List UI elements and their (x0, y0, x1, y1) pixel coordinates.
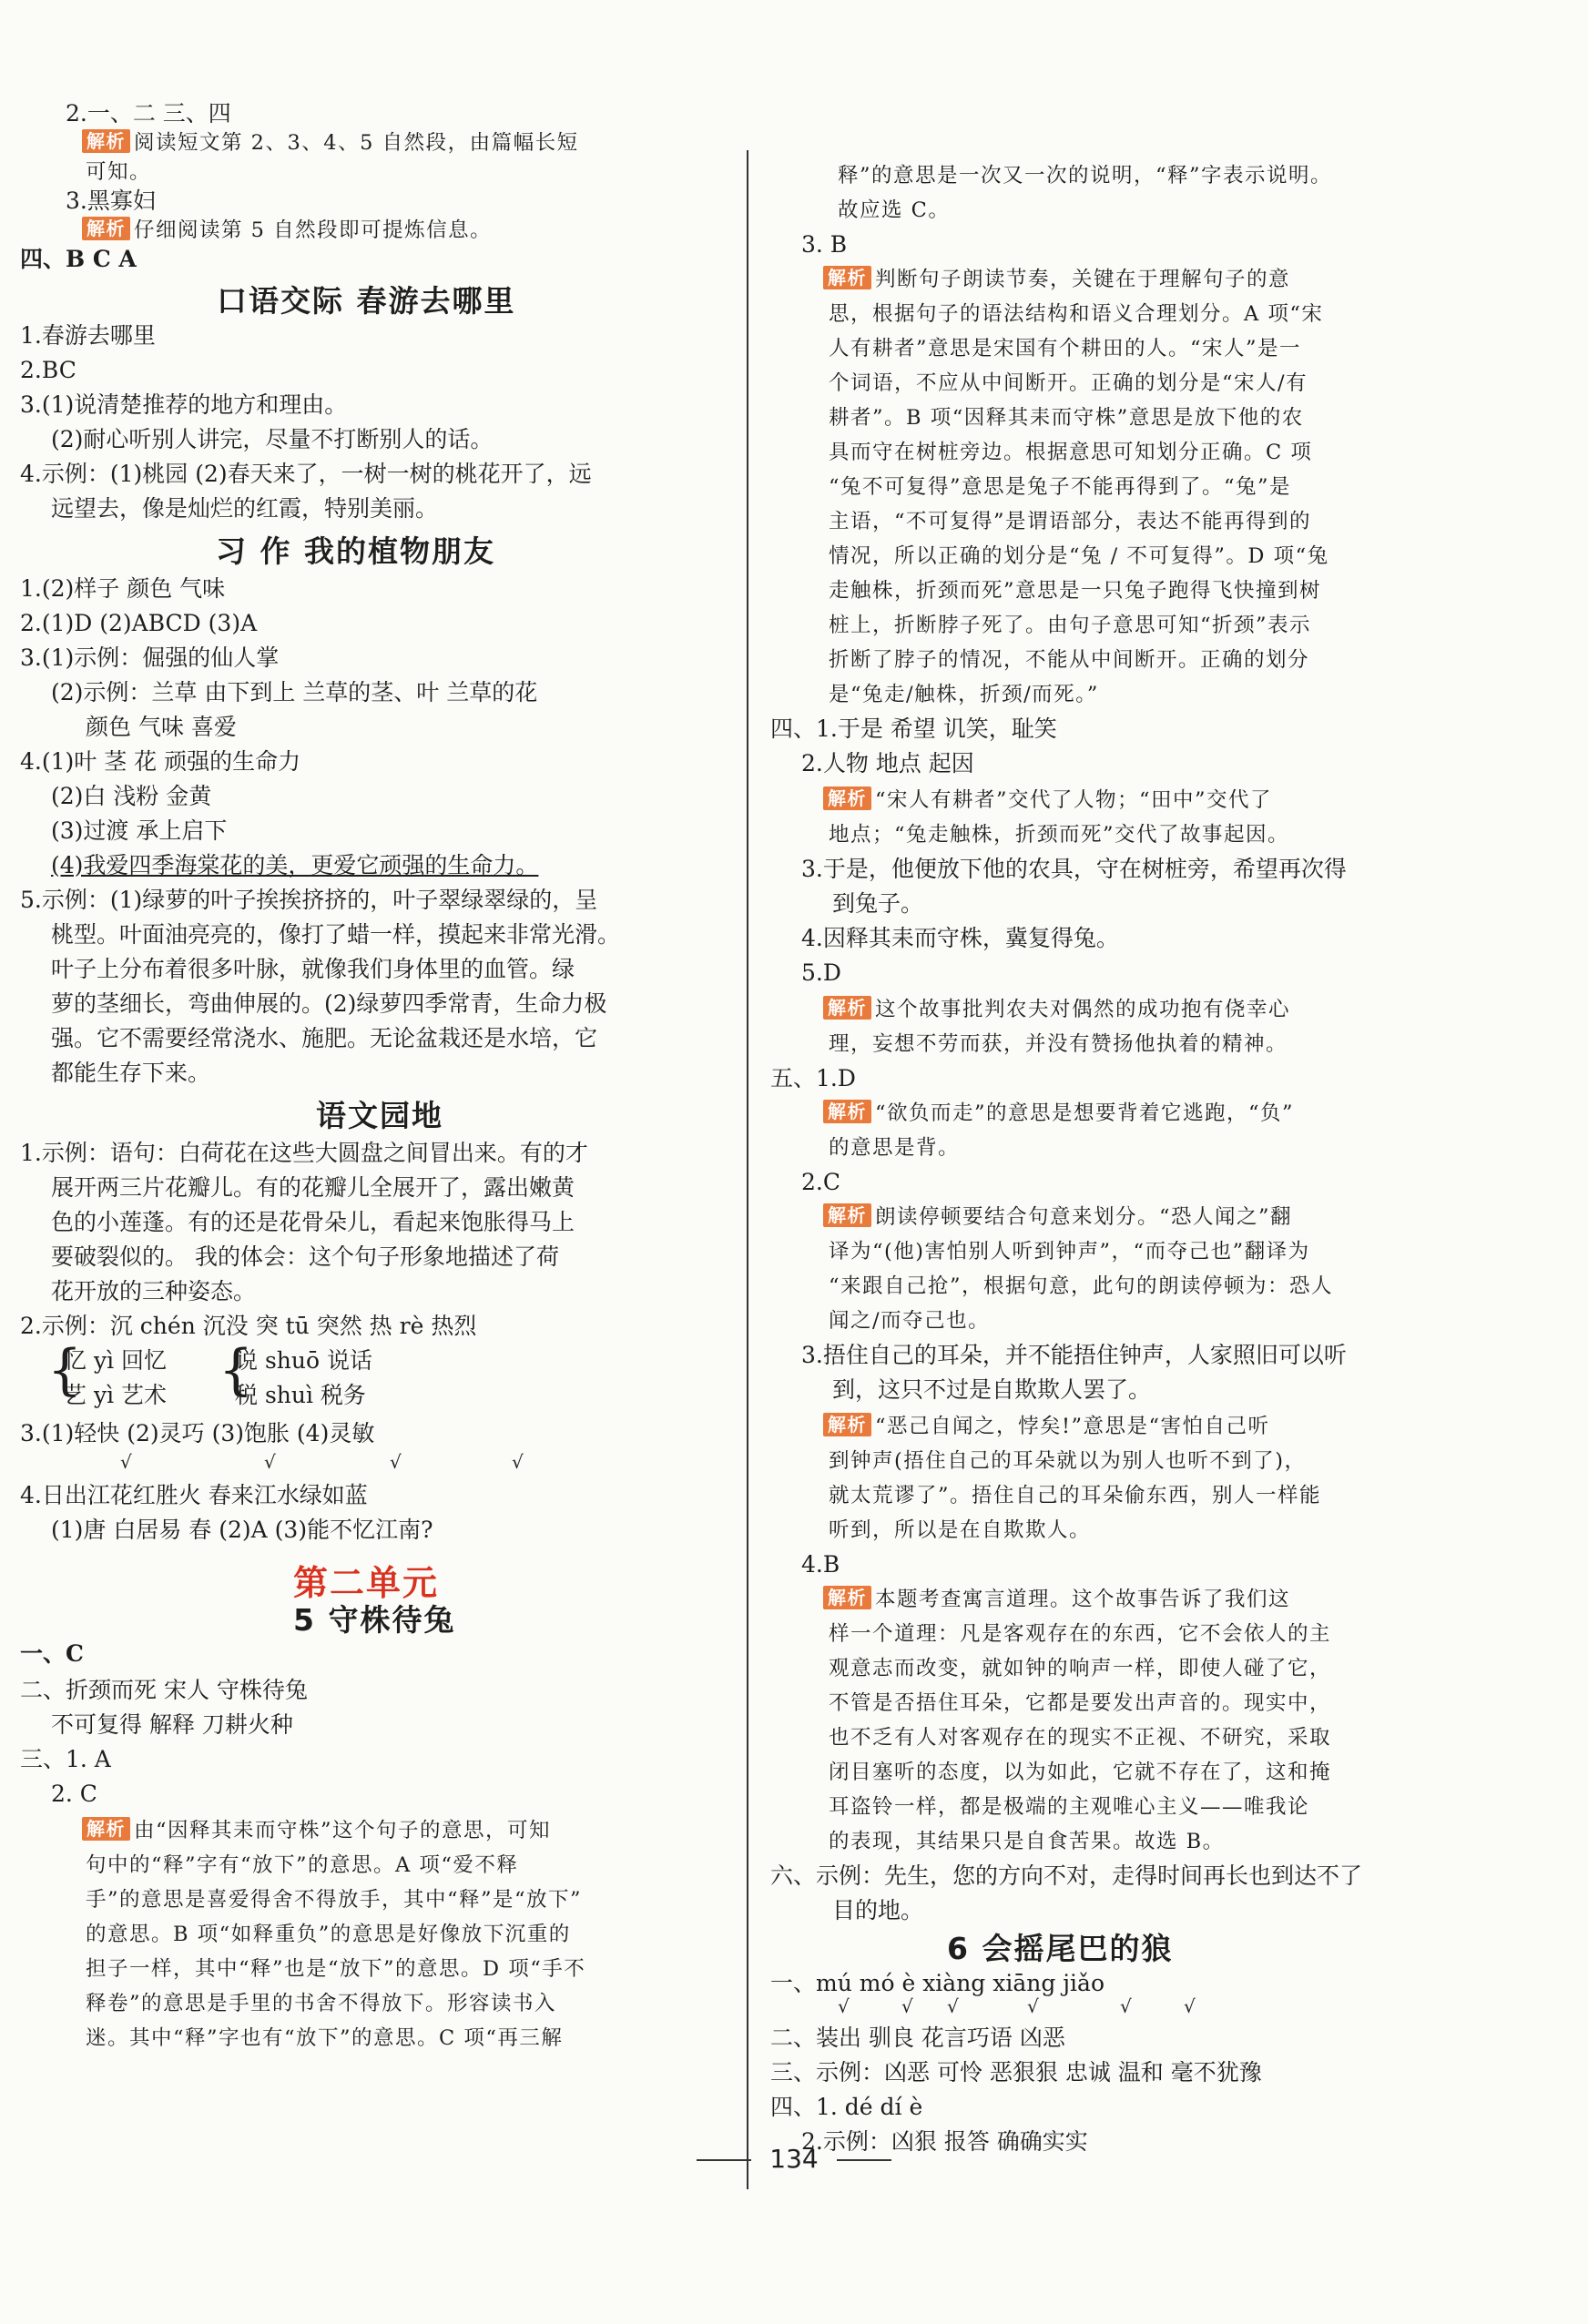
analysis-line: 解析 本题考查寓言道理。这个故事告诉了我们这 (823, 1584, 1290, 1615)
text-line: 句中的“释”字有“放下”的意思。A 项“爱不释 (86, 1853, 519, 1877)
analysis-line: 解析 “恶己自闻之，悖矣!”意思是“害怕自己听 (823, 1411, 1270, 1442)
text-line: 可知。 (86, 160, 152, 184)
text-line: (3)过渡 承上启下 (51, 817, 228, 844)
text-line: 闭目塞听的态度，以为如此，它就不存在了，这和掩 (829, 1761, 1332, 1784)
analysis-line: 解析 判断句子朗读节奏，关键在于理解句子的意 (823, 264, 1290, 295)
analysis-line: 解析 朗读停顿要结合句意来划分。“恐人闻之”翻 (823, 1202, 1292, 1233)
page-number-value: 134 (769, 2144, 819, 2174)
analysis-tag: 解析 (823, 996, 871, 1020)
text-line: 说 shuō 说话 (235, 1347, 372, 1374)
text-line: 手”的意思是喜爱得舍不得放手，其中“释”是“放下” (86, 1888, 583, 1912)
check-mark: √ (1184, 1995, 1196, 2017)
text-line: 三、示例：凶恶 可怜 恶狠狠 忠诚 温和 毫不犹豫 (770, 2059, 1262, 2086)
text-line: 二、折颈而死 宋人 守株待兔 (20, 1677, 308, 1703)
text-line: 忆 yì 回忆 (64, 1347, 168, 1374)
check-mark: √ (264, 1451, 276, 1473)
text-line: 到钟声(捂住自己的耳朵就以为别人也听不到了)， (829, 1449, 1307, 1473)
text-line: 3.黑寡妇 (66, 188, 156, 214)
lesson-title: 5 守株待兔 (293, 1602, 456, 1638)
text-line: 到兔子。 (832, 890, 924, 917)
text-line: 担子一样，其中“释”也是“放下”的意思。D 项“手不 (86, 1957, 586, 1981)
text-line: 到，这只不过是自欺欺人罢了。 (832, 1376, 1152, 1403)
column-divider (747, 150, 748, 2189)
section-heading: 口语交际 春游去哪里 (217, 283, 516, 319)
text-line: 2.(1)D (2)ABCD (3)A (20, 610, 258, 636)
text-line: 2.人物 地点 起因 (801, 750, 974, 776)
text-line: 听到，所以是在自欺欺人。 (829, 1518, 1092, 1542)
text-line: (2)白 浅粉 金黄 (51, 783, 212, 809)
text-line: 一、C (20, 1640, 84, 1667)
brace-icon: { (219, 1338, 254, 1402)
text-line: 3.捂住自己的耳朵，并不能捂住钟声，人家照旧可以听 (801, 1342, 1347, 1368)
text-line: 2.一、二 三、四 (66, 100, 231, 127)
text-line: 桩上，折断脖子死了。由句子意思可知“折颈”表示 (829, 614, 1312, 637)
text-line: 4.示例：(1)桃园 (2)春天来了，一树一树的桃花开了，远 (20, 461, 592, 487)
text-line: 桃型。叶面油亮亮的，像打了蜡一样，摸起来非常光滑。 (51, 921, 621, 948)
lesson-title: 6 会摇尾巴的狼 (947, 1931, 1174, 1966)
text-line: 人有耕者”意思是宋国有个耕田的人。“宋人”是一 (829, 337, 1302, 360)
check-mark: √ (512, 1451, 524, 1473)
text-line: 思，根据句子的语法结构和语义合理划分。A 项“宋 (829, 302, 1324, 326)
analysis-line: 解析 “宋人有耕者”交代了人物；“田中”交代了 (823, 785, 1272, 816)
text-line: 释卷”的意思是手里的书舍不得放下。形容读书入 (86, 1992, 557, 2015)
text-line: 地点；“兔走触株，折颈而死”交代了故事起因。 (829, 823, 1290, 847)
text-line: 1.春游去哪里 (20, 322, 156, 349)
text-line: 主语，“不可复得”是谓语部分，表达不能再得到的 (829, 510, 1312, 533)
analysis-tag: 解析 (82, 129, 130, 153)
analysis-line: 解析 阅读短文第 2、3、4、5 自然段，由篇幅长短 (82, 127, 579, 158)
analysis-tag: 解析 (82, 217, 130, 240)
check-mark: √ (947, 1995, 959, 2017)
text-line: 3.于是，他便放下他的农具，守在树桩旁，希望再次得 (801, 856, 1347, 882)
text-line: 样一个道理：凡是客观存在的东西，它不会依人的主 (829, 1622, 1332, 1646)
analysis-tag: 解析 (82, 1817, 130, 1841)
text-line: 4.B (801, 1551, 840, 1578)
unit-title: 第二单元 (293, 1563, 440, 1603)
analysis-tag: 解析 (823, 1586, 871, 1609)
text-line: 的表现，其结果只是自食苦果。故选 B。 (829, 1830, 1225, 1853)
page-number-dash (697, 2159, 751, 2161)
text-line: 的意思。B 项“如释重负”的意思是好像放下沉重的 (86, 1923, 571, 1946)
text-line: 迷。其中“释”字也有“放下”的意思。C 项“再三解 (86, 2026, 564, 2050)
text-line: 六、示例：先生，您的方向不对，走得时间再长也到达不了 (770, 1862, 1363, 1889)
text-line: 花开放的三种姿态。 (51, 1278, 257, 1304)
analysis-line: 解析 由“因释其耒而守株”这个句子的意思，可知 (82, 1815, 551, 1846)
text-line: 三、1. A (20, 1746, 111, 1772)
text-line: 要破裂似的。 我的体会：这个句子形象地描述了荷 (51, 1243, 559, 1270)
text-line: 具而守在树桩旁边。根据意思可知划分正确。C 项 (829, 441, 1313, 464)
analysis-line: 解析 这个故事批判农夫对偶然的成功抱有侥幸心 (823, 994, 1290, 1025)
text-line: 一、mú mó è xiàng xiāng jiǎo (770, 1970, 1105, 1996)
analysis-tag: 解析 (823, 1413, 871, 1436)
text-line: 4.(1)叶 茎 花 顽强的生命力 (20, 748, 301, 775)
text-line: 四、1. dé dí è (770, 2094, 923, 2120)
text-line: 2. C (51, 1781, 97, 1807)
text-line: 2.BC (20, 357, 76, 383)
analysis-tag: 解析 (823, 787, 871, 810)
text-line: 二、装出 驯良 花言巧语 凶恶 (770, 2025, 1065, 2051)
page-number-dash (837, 2159, 891, 2161)
text-line: 耳盗铃一样，都是极端的主观唯心主义——唯我论 (829, 1795, 1310, 1819)
text-line: 叶子上分布着很多叶脉，就像我们身体里的血管。绿 (51, 956, 575, 982)
text-line: 颜色 气味 喜爱 (86, 714, 237, 740)
text-line: 四、1.于是 希望 讥笑，耻笑 (770, 715, 1057, 742)
text-line: 远望去，像是灿烂的红霞，特别美丽。 (51, 495, 439, 522)
text-line: (4)我爱四季海棠花的美，更爱它顽强的生命力。 (51, 852, 539, 878)
text-line: 4.因释其耒而守株，冀复得兔。 (801, 925, 1119, 951)
text-line: “兔不可复得”意思是兔子不能再得到了。“兔”是 (829, 475, 1292, 499)
page-number (0, 2144, 1588, 2174)
text-line: “来跟自己抢”，根据句意，此句的朗读停顿为：恐人 (829, 1274, 1334, 1298)
text-line: 1.示例：语句：白荷花在这些大圆盘之间冒出来。有的才 (20, 1140, 588, 1166)
text-line: 的意思是背。 (829, 1136, 961, 1160)
text-line: 是“兔走/触株，折颈/而死。” (829, 683, 1099, 706)
analysis-line: 解析 “欲负而走”的意思是想要背着它逃跑，“负” (823, 1098, 1294, 1129)
brace-icon: { (47, 1338, 83, 1402)
text-line: 艺 yì 艺术 (64, 1382, 168, 1408)
text-line: 走触株，折颈而死”意思是一只兔子跑得飞快撞到树 (829, 579, 1322, 603)
text-line: 译为“(他)害怕别人听到钟声”，“而夺己也”翻译为 (829, 1240, 1310, 1263)
analysis-tag: 解析 (823, 1100, 871, 1123)
text-line: 不管是否捂住耳朵，它都是要发出声音的。现实中， (829, 1691, 1332, 1715)
check-mark: √ (1027, 1995, 1039, 2017)
text-line: 3.(1)轻快 (2)灵巧 (3)饱胀 (4)灵敏 (20, 1420, 375, 1446)
check-mark: √ (390, 1451, 402, 1473)
text-line: 四、B C A (20, 246, 137, 272)
text-line: 情况，所以正确的划分是“兔 / 不可复得”。D 项“兔 (829, 544, 1329, 568)
text-line: 个词语，不应从中间断开。正确的划分是“宋人/有 (829, 371, 1308, 395)
text-line: 4.日出江花红胜火 春来江水绿如蓝 (20, 1482, 368, 1508)
text-line: 萝的茎细长，弯曲伸展的。(2)绿萝四季常青，生命力极 (51, 990, 607, 1017)
analysis-tag: 解析 (823, 1203, 871, 1227)
check-mark: √ (1120, 1995, 1132, 2017)
text-line: 折断了脖子的情况，不能从中间断开。正确的划分 (829, 648, 1310, 672)
section-heading: 语文园地 (316, 1098, 443, 1133)
text-line: 3. B (801, 231, 848, 258)
text-line: 观意志而改变，就如钟的响声一样，即使人碰了它， (829, 1657, 1332, 1680)
text-line: (2)示例：兰草 由下到上 兰草的茎、叶 兰草的花 (51, 679, 538, 705)
text-line: 展开两三片花瓣儿。有的花瓣儿全展开了，露出嫩黄 (51, 1174, 575, 1201)
text-line: 故应选 C。 (838, 198, 951, 222)
text-line: 5.示例：(1)绿萝的叶子挨挨挤挤的，叶子翠绿翠绿的，呈 (20, 887, 598, 913)
text-line: 2.示例：凶狠 报答 确确实实 (801, 2128, 1088, 2155)
analysis-line: 解析 仔细阅读第 5 自然段即可提炼信息。 (82, 215, 492, 246)
check-mark: √ (120, 1451, 132, 1473)
text-line: 目的地。 (832, 1897, 924, 1923)
text-line: 也不乏有人对客观存在的现实不正视、不研究，采取 (829, 1726, 1332, 1750)
check-mark: √ (901, 1995, 913, 2017)
text-line: (2)耐心听别人讲完，尽量不打断别人的话。 (51, 426, 494, 452)
text-line: 税 shuì 税务 (235, 1382, 366, 1408)
text-line: 色的小莲蓬。有的还是花骨朵儿，看起来饱胀得马上 (51, 1209, 575, 1235)
text-line: 不可复得 解释 刀耕火种 (51, 1711, 293, 1738)
text-line: 3.(1)说清楚推荐的地方和理由。 (20, 391, 348, 418)
text-line: 强。它不需要经常浇水、施肥。无论盆栽还是水培，它 (51, 1025, 598, 1051)
text-line: 五、1.D (770, 1065, 856, 1091)
text-line: 2.C (801, 1169, 840, 1195)
section-heading: 习 作 我的植物朋友 (216, 533, 495, 569)
text-line: (1)唐 白居易 春 (2)A (3)能不忆江南? (51, 1517, 433, 1543)
text-line: 耕者”。B 项“因释其耒而守株”意思是放下他的农 (829, 406, 1304, 430)
text-line: 理，妄想不劳而获，并没有赞扬他执着的精神。 (829, 1032, 1288, 1056)
text-line: 闻之/而夺己也。 (829, 1309, 991, 1333)
text-line: 3.(1)示例：倔强的仙人掌 (20, 644, 280, 671)
analysis-tag: 解析 (823, 266, 871, 289)
text-line: 2.示例：沉 chén 沉没 突 tū 突然 热 rè 热烈 (20, 1313, 477, 1339)
text-line: 释”的意思是一次又一次的说明，“释”字表示说明。 (838, 164, 1333, 188)
text-line: 就太荒谬了”。捂住自己的耳朵偷东西，别人一样能 (829, 1484, 1322, 1507)
check-mark: √ (838, 1995, 850, 2017)
text-line: 都能生存下来。 (51, 1060, 211, 1086)
text-line: 5.D (801, 959, 841, 986)
text-line: 1.(2)样子 颜色 气味 (20, 575, 226, 602)
